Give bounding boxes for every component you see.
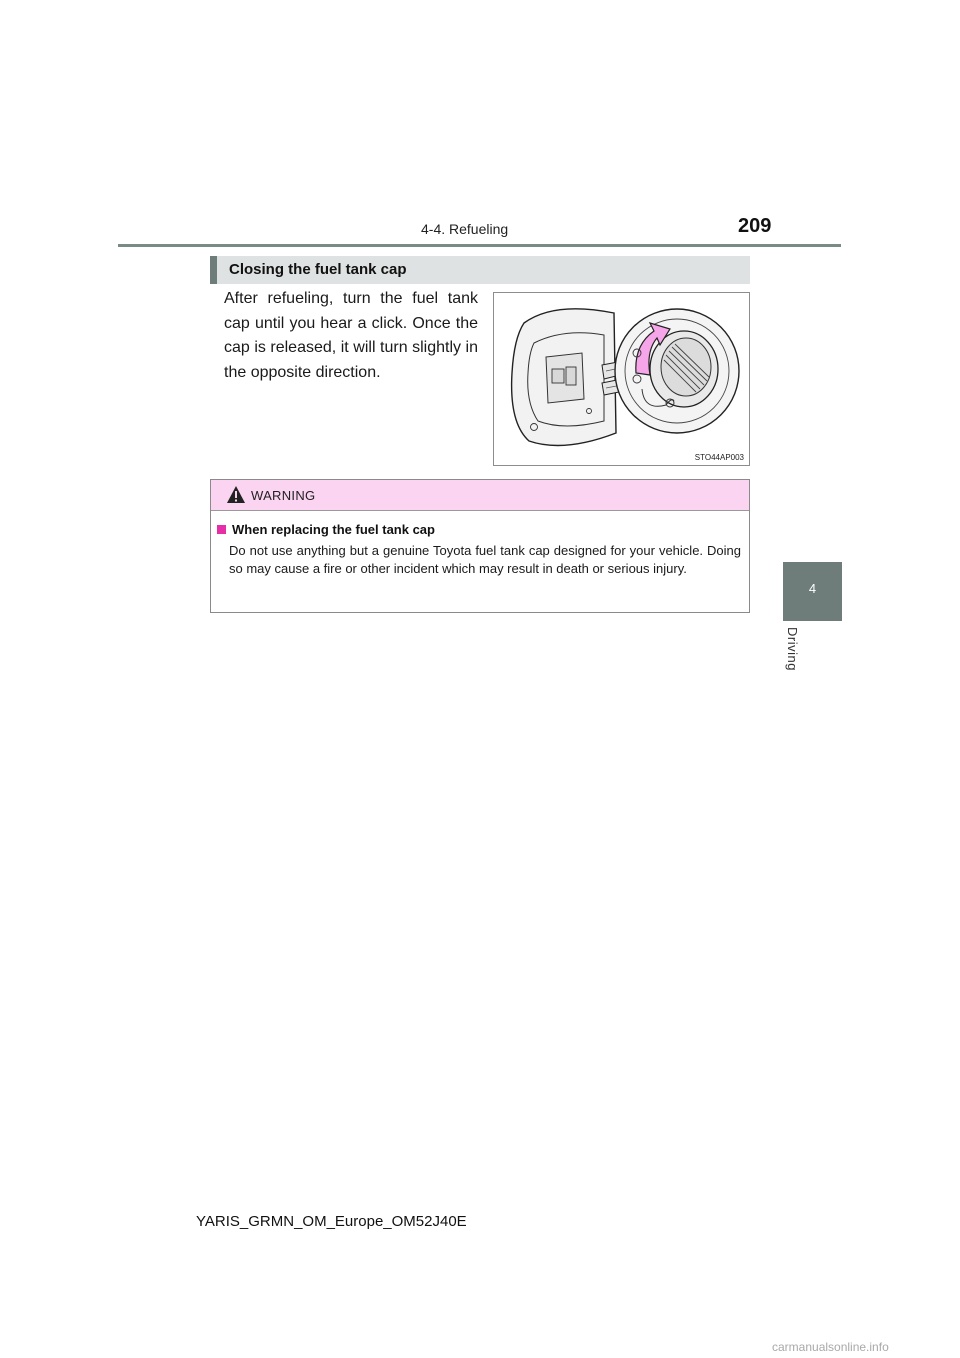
- section-heading-text: Closing the fuel tank cap: [229, 261, 407, 278]
- fuel-cap-drawing: [494, 293, 749, 465]
- header-divider: [118, 244, 841, 247]
- section-body-text: After refueling, turn the fuel tank cap until you hear a click. Once the cap is released, it will turn slightly in the opposite direction.: [224, 290, 478, 381]
- chapter-tab[interactable]: [783, 562, 842, 621]
- warning-title: WARNING: [251, 488, 316, 503]
- warning-body-text: Do not use anything but a genuine Toyota fuel tank cap designed for your vehicle. Doing so may cause a fire or other incident which may result in death or serious injury.: [229, 543, 741, 576]
- warning-triangle-icon: [226, 485, 246, 504]
- warning-item-title: [217, 522, 435, 537]
- document-id: YARIS_GRMN_OM_Europe_OM52J40E: [196, 1213, 467, 1230]
- warning-item-title-text: When replacing the fuel tank cap: [232, 522, 435, 537]
- bullet-square-icon: [217, 525, 226, 534]
- page-number: 209: [738, 215, 772, 237]
- figure-code: STO44AP003: [694, 453, 744, 462]
- chapter-label: Driving: [785, 627, 800, 671]
- header-section-title: 4-4. Refueling: [421, 221, 509, 237]
- warning-header: [211, 480, 749, 511]
- warning-box: [210, 479, 750, 613]
- watermark: carmanualsonline.info: [772, 1340, 889, 1354]
- chapter-number: 4: [808, 581, 817, 596]
- fuel-cap-illustration: [493, 292, 750, 466]
- section-heading: [210, 256, 750, 284]
